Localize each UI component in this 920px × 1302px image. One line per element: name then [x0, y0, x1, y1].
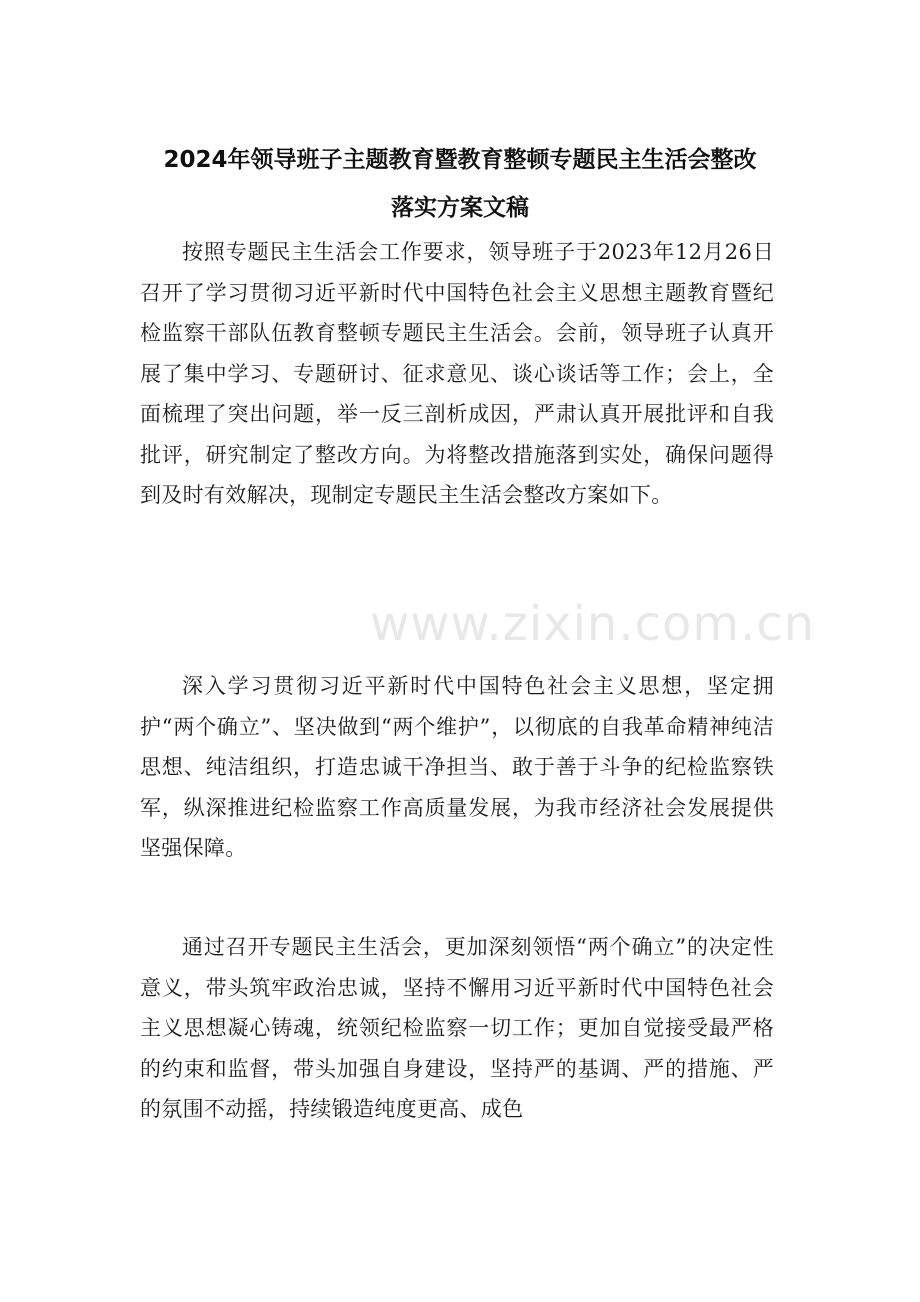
paragraph-2: 深入学习贯彻习近平新时代中国特色社会主义思想，坚定拥护“两个确立”、坚决做到“两个维护”，以彻底的自我革命精神纯洁思想、纯洁组织，打造忠诚干净担当、敢于善于斗争的纪检监察铁军，纵深推进纪检监察工作高质量发展，为我市经济社会发展提供坚强保障。: [140, 674, 774, 860]
title-line-1: 2024年领导班子主题教育暨教育整顿专题民主生活会整改: [163, 147, 757, 173]
title-line-2: 落实方案文稿: [391, 195, 529, 221]
paragraph-1: 按照专题民主生活会工作要求，领导班子于2023年12月26日召开了学习贯彻习近平新时代中国特色社会主义思想主题教育暨纪检监察干部队伍教育整顿专题民主生活会。会前，领导班子认真开展了集中学习、专题研讨、征求意见、谈心谈话等工作；会上，全面梳理了突出问题，举一反三剖析成因，严肃认真开展批评和自我批评，研究制定了整改方向。为将整改措施落到实处，确保问题得到及时有效解决，现制定专题民主生活会整改方案如下。: [140, 240, 774, 507]
paragraph-3: 通过召开专题民主生活会，更加深刻领悟“两个确立”的决定性意义，带头筑牢政治忠诚，坚持不懈用习近平新时代中国特色社会主义思想凝心铸魂，统领纪检监察一切工作；更加自觉接受最严格的约束和监督，带头加强自身建设，坚持严的基调、严的措施、严的氛围不动摇，持续锻造纯度更高、成色: [140, 935, 774, 1121]
document-title: [130, 136, 790, 232]
watermark: www.zixin.com.cn: [370, 596, 816, 652]
